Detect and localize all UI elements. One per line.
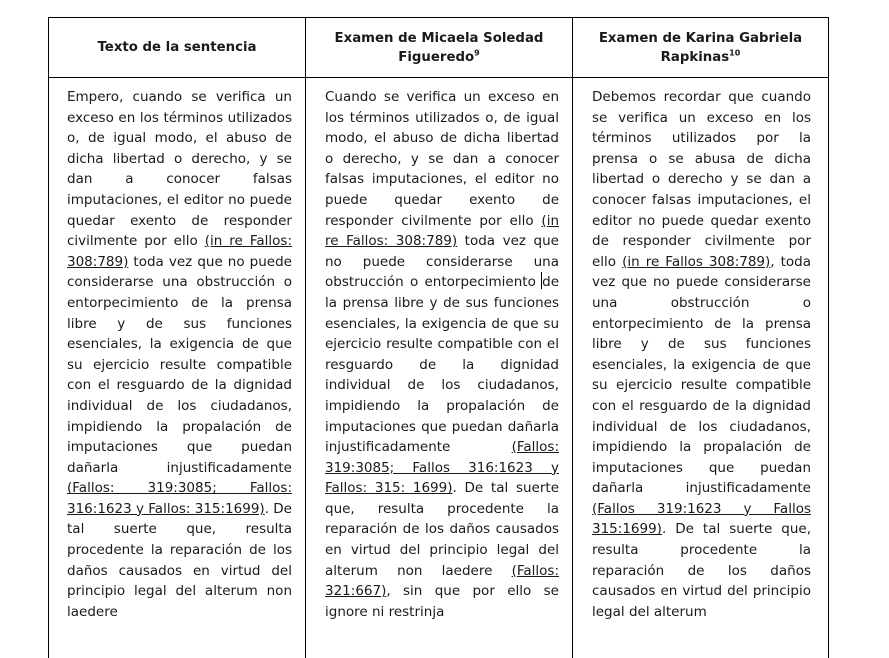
header-col3-line2: Rapkinas <box>660 49 730 65</box>
col1-paragraph-part: Empero, cuando se verifica un exceso en los términos utilizados o, de igual modo, el abuso de dicha libertad o derecho, y se dan a conocer falsas imputaciones, el editor no puede quedar exento de responder civilmente por ello <box>67 89 292 250</box>
footnote-ref-10: 10 <box>729 48 741 58</box>
citation-link: (Fallos: 321:667) <box>325 562 559 600</box>
col3-paragraph-part: Debemos recordar que cuando se verifica un exceso en los términos utilizados por la prensa o se abusa de dicha libertad o derecho y se dan a conocer falsas imputaciones, el editor no puede quedar exento de responder civilmente por ello <box>592 89 811 270</box>
column-divider <box>572 18 573 658</box>
col1-text <box>67 87 292 622</box>
header-col3-line1: Examen de Karina Gabriela <box>598 30 803 46</box>
col3-paragraph-part: . De tal suerte que, resulta procedente la reparación de los daños causados en virtud del principio legal del alterum <box>592 521 811 620</box>
col2-paragraph-part: , sin que por ello se ignore ni restrinja <box>325 583 559 620</box>
header-col1-text: Texto de la sentencia <box>97 40 257 55</box>
comparison-table <box>48 17 829 658</box>
header-col2 <box>306 18 572 77</box>
header-col2-line2: Figueredo <box>398 49 475 65</box>
header-col2-line1: Examen de Micaela Soledad <box>334 30 544 46</box>
citation-link: (in re Fallos: 308:789) <box>325 212 559 250</box>
citation-link: (in re Fallos: 308:789) <box>67 233 292 270</box>
footnote-ref-9: 9 <box>474 48 480 58</box>
col1-paragraph-part: . De tal suerte que, resulta procedente la reparación de los daños causados en virtud del principio legal del alterum non laedere <box>67 500 292 620</box>
col2-paragraph-part: Cuando se verifica un exceso en los términos utilizados o, de igual modo, el abuso de dicha libertad o derecho, y se dan a conocer falsas imputaciones, el editor no puede quedar exento de responder civilmente por ello <box>325 89 559 229</box>
col2-paragraph-part: de la prensa libre y de sus funciones esenciales, la exigencia de que su ejercicio resulte compatible con el resguardo de la dignidad individual de los ciudadanos, impidiendo la propalación de imputaciones que puedan dañarla injustificadamente <box>325 274 559 456</box>
col2-text <box>325 87 559 622</box>
col3-text <box>592 87 811 622</box>
citation-link: (in re Fallos 308:789) <box>622 253 771 270</box>
column-divider <box>305 18 306 658</box>
col1-paragraph-part: toda vez que no puede considerarse una obstrucción o entorpecimiento de la prensa libre y de sus funciones esenciales, la exigencia de que su ejercicio resulte compatible con el resguardo de la dignidad individual de los ciudadanos, impidiendo la propalación de imputaciones que puedan dañarla injustificadamente <box>67 253 292 476</box>
citation-link: (Fallos: 319:3085; Fallos 316:1623 y Fallos: 315: 1699) <box>325 439 559 497</box>
citation-link: (Fallos 319:1623 y Fallos 315:1699) <box>592 500 811 538</box>
col2-paragraph-part: toda vez que no puede considerarse una obstrucción o entorpecimiento <box>325 233 559 291</box>
col3-paragraph-part: , toda vez que no puede considerarse una obstrucción o entorpecimiento de la prensa libre y de sus funciones esenciales, la exigencia de que su ejercicio resulte compatible con el resguardo de la dignidad individual de los ciudadanos, impidiendo la propalación de imputaciones que puedan dañarla injustificadamente <box>592 253 811 497</box>
header-col1 <box>49 18 305 77</box>
citation-link: (Fallos: 319:3085; Fallos: 316:1623 y Fallos: 315:1699) <box>67 480 292 517</box>
header-col3 <box>573 18 828 77</box>
header-divider <box>49 77 828 78</box>
col2-paragraph-part: . De tal suerte que, resulta procedente la reparación de los daños causados en virtud del principio legal del alterum non laedere <box>325 480 559 579</box>
